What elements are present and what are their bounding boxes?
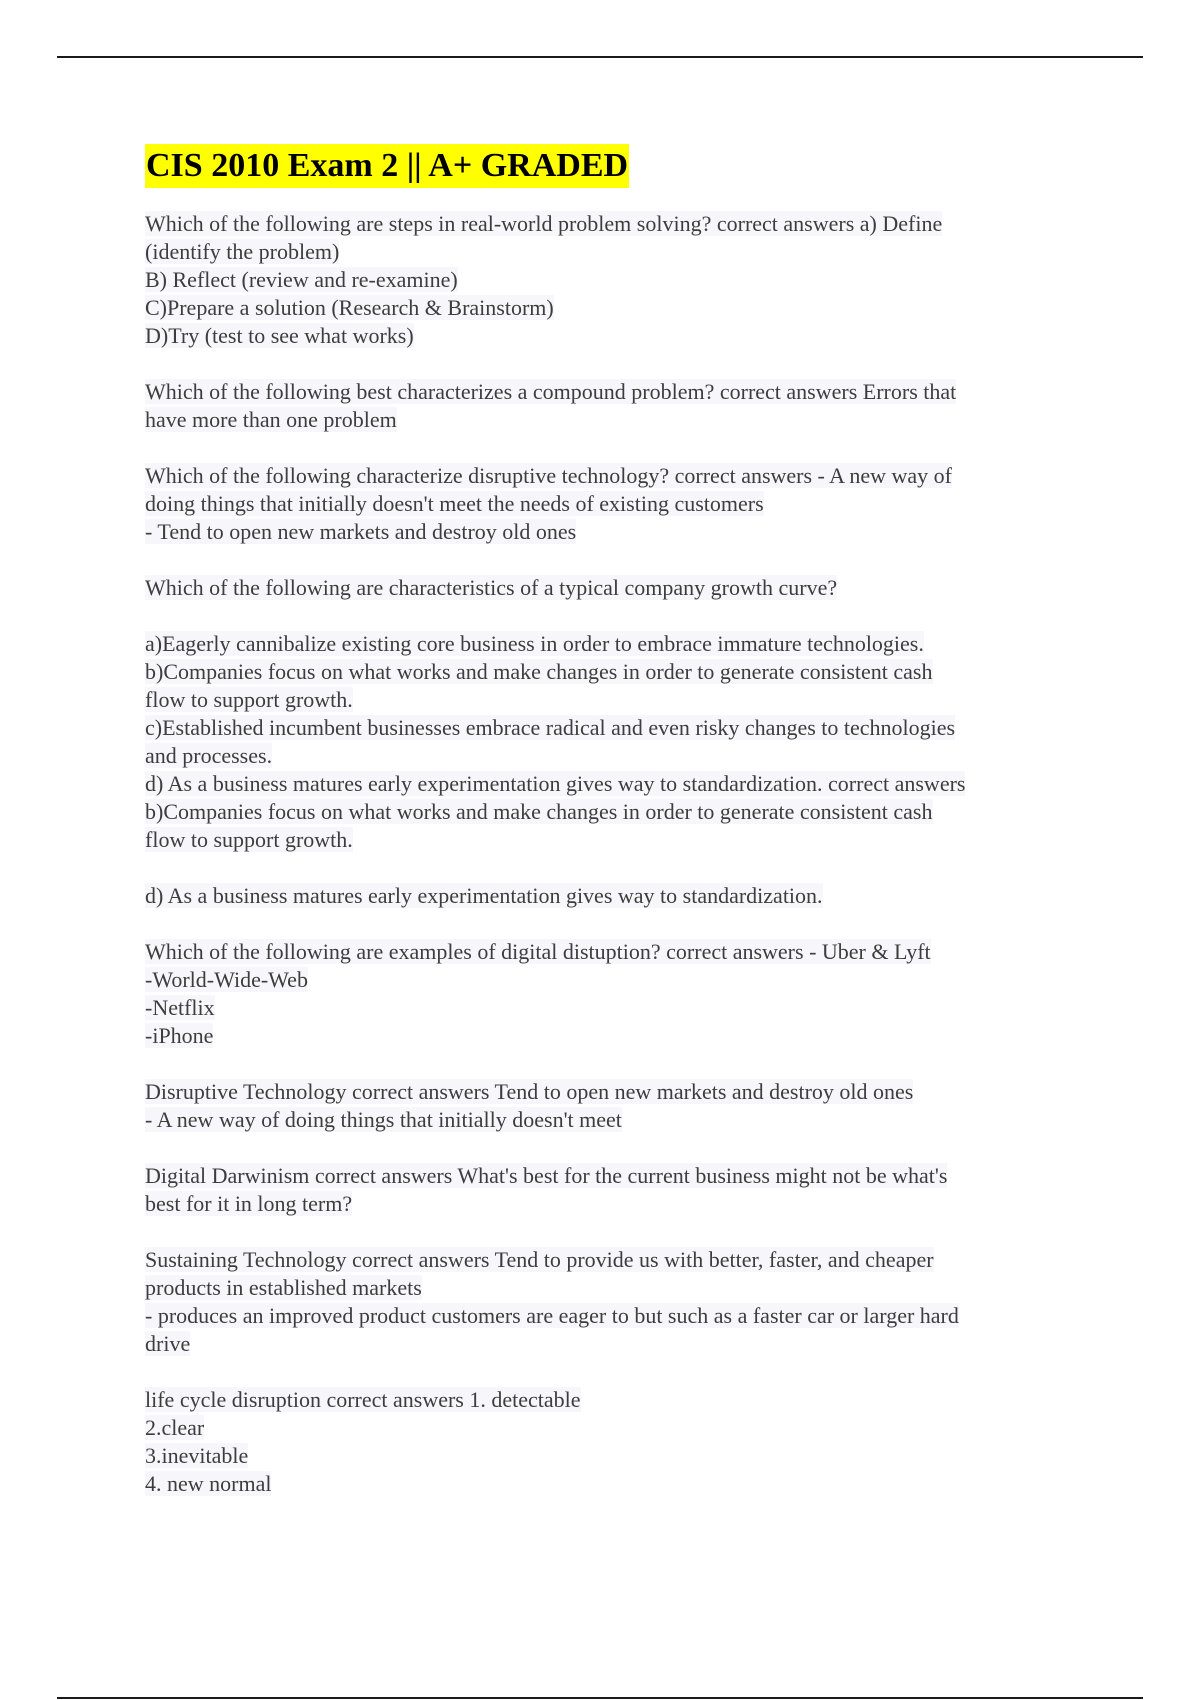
text-line: -iPhone — [145, 1023, 214, 1048]
text-line: and processes. — [145, 743, 273, 768]
text-line: doing things that initially doesn't meet the needs of existing customers — [145, 491, 764, 516]
text-line: Sustaining Technology correct answers Tend to provide us with better, faster, and cheaper — [145, 1247, 934, 1272]
qa-entry-growth-curve-question — [145, 574, 1065, 602]
qa-entry-disruptive-technology-definition — [145, 1078, 1065, 1134]
qa-entry-sustaining-technology — [145, 1246, 1065, 1358]
qa-entry-growth-curve-options — [145, 630, 1065, 854]
text-line: Which of the following characterize disruptive technology? correct answers - A new way of — [145, 463, 952, 488]
text-line: d) As a business matures early experimentation gives way to standardization. correct answers — [145, 771, 966, 796]
text-line: b)Companies focus on what works and make changes in order to generate consistent cash — [145, 799, 933, 824]
text-line: 2.clear — [145, 1415, 205, 1440]
qa-entry-digital-disruption — [145, 938, 1065, 1050]
text-line: (identify the problem) — [145, 239, 340, 264]
qa-entry-disruptive-technology — [145, 462, 1065, 546]
text-line: C)Prepare a solution (Research & Brainstorm) — [145, 295, 554, 320]
qa-entry-digital-darwinism — [145, 1162, 1065, 1218]
text-line: Which of the following are characteristics of a typical company growth curve? — [145, 575, 838, 600]
text-line: Which of the following best characterizes a compound problem? correct answers Errors that — [145, 379, 957, 404]
text-line: d) As a business matures early experimentation gives way to standardization. — [145, 883, 823, 908]
qa-entry-growth-curve-answer — [145, 882, 1065, 910]
text-line: -World-Wide-Web — [145, 967, 308, 992]
text-line: have more than one problem — [145, 407, 397, 432]
text-line: b)Companies focus on what works and make changes in order to generate consistent cash — [145, 659, 933, 684]
text-line: Which of the following are examples of digital distuption? correct answers - Uber & Lyft — [145, 939, 931, 964]
text-line: flow to support growth. — [145, 687, 353, 712]
text-line: 4. new normal — [145, 1471, 272, 1496]
qa-list — [145, 210, 1065, 1498]
text-line: products in established markets — [145, 1275, 422, 1300]
footer-rule — [57, 1697, 1143, 1699]
text-line: - A new way of doing things that initially doesn't meet — [145, 1107, 622, 1132]
text-line: - produces an improved product customers are eager to but such as a faster car or larger hard — [145, 1303, 959, 1328]
text-line: Disruptive Technology correct answers Tend to open new markets and destroy old ones — [145, 1079, 914, 1104]
text-line: life cycle disruption correct answers 1. detectable — [145, 1387, 581, 1412]
text-line: D)Try (test to see what works) — [145, 323, 414, 348]
text-line: a)Eagerly cannibalize existing core business in order to embrace immature technologies. — [145, 631, 924, 656]
text-line: best for it in long term? — [145, 1191, 353, 1216]
text-line: Digital Darwinism correct answers What's best for the current business might not be what's — [145, 1163, 948, 1188]
document-title: CIS 2010 Exam 2 || A+ GRADED — [145, 144, 629, 188]
qa-entry-problem-solving — [145, 210, 1065, 350]
text-line: flow to support growth. — [145, 827, 353, 852]
text-line: -Netflix — [145, 995, 215, 1020]
qa-entry-compound-problem — [145, 378, 1065, 434]
text-line: drive — [145, 1331, 191, 1356]
qa-entry-life-cycle-disruption — [145, 1386, 1065, 1498]
header-rule — [57, 56, 1143, 58]
text-line: c)Established incumbent businesses embrace radical and even risky changes to technologies — [145, 715, 956, 740]
document-body — [145, 144, 1065, 1526]
text-line: B) Reflect (review and re-examine) — [145, 267, 458, 292]
text-line: Which of the following are steps in real-world problem solving? correct answers a) Define — [145, 211, 943, 236]
text-line: - Tend to open new markets and destroy old ones — [145, 519, 577, 544]
text-line: 3.inevitable — [145, 1443, 249, 1468]
